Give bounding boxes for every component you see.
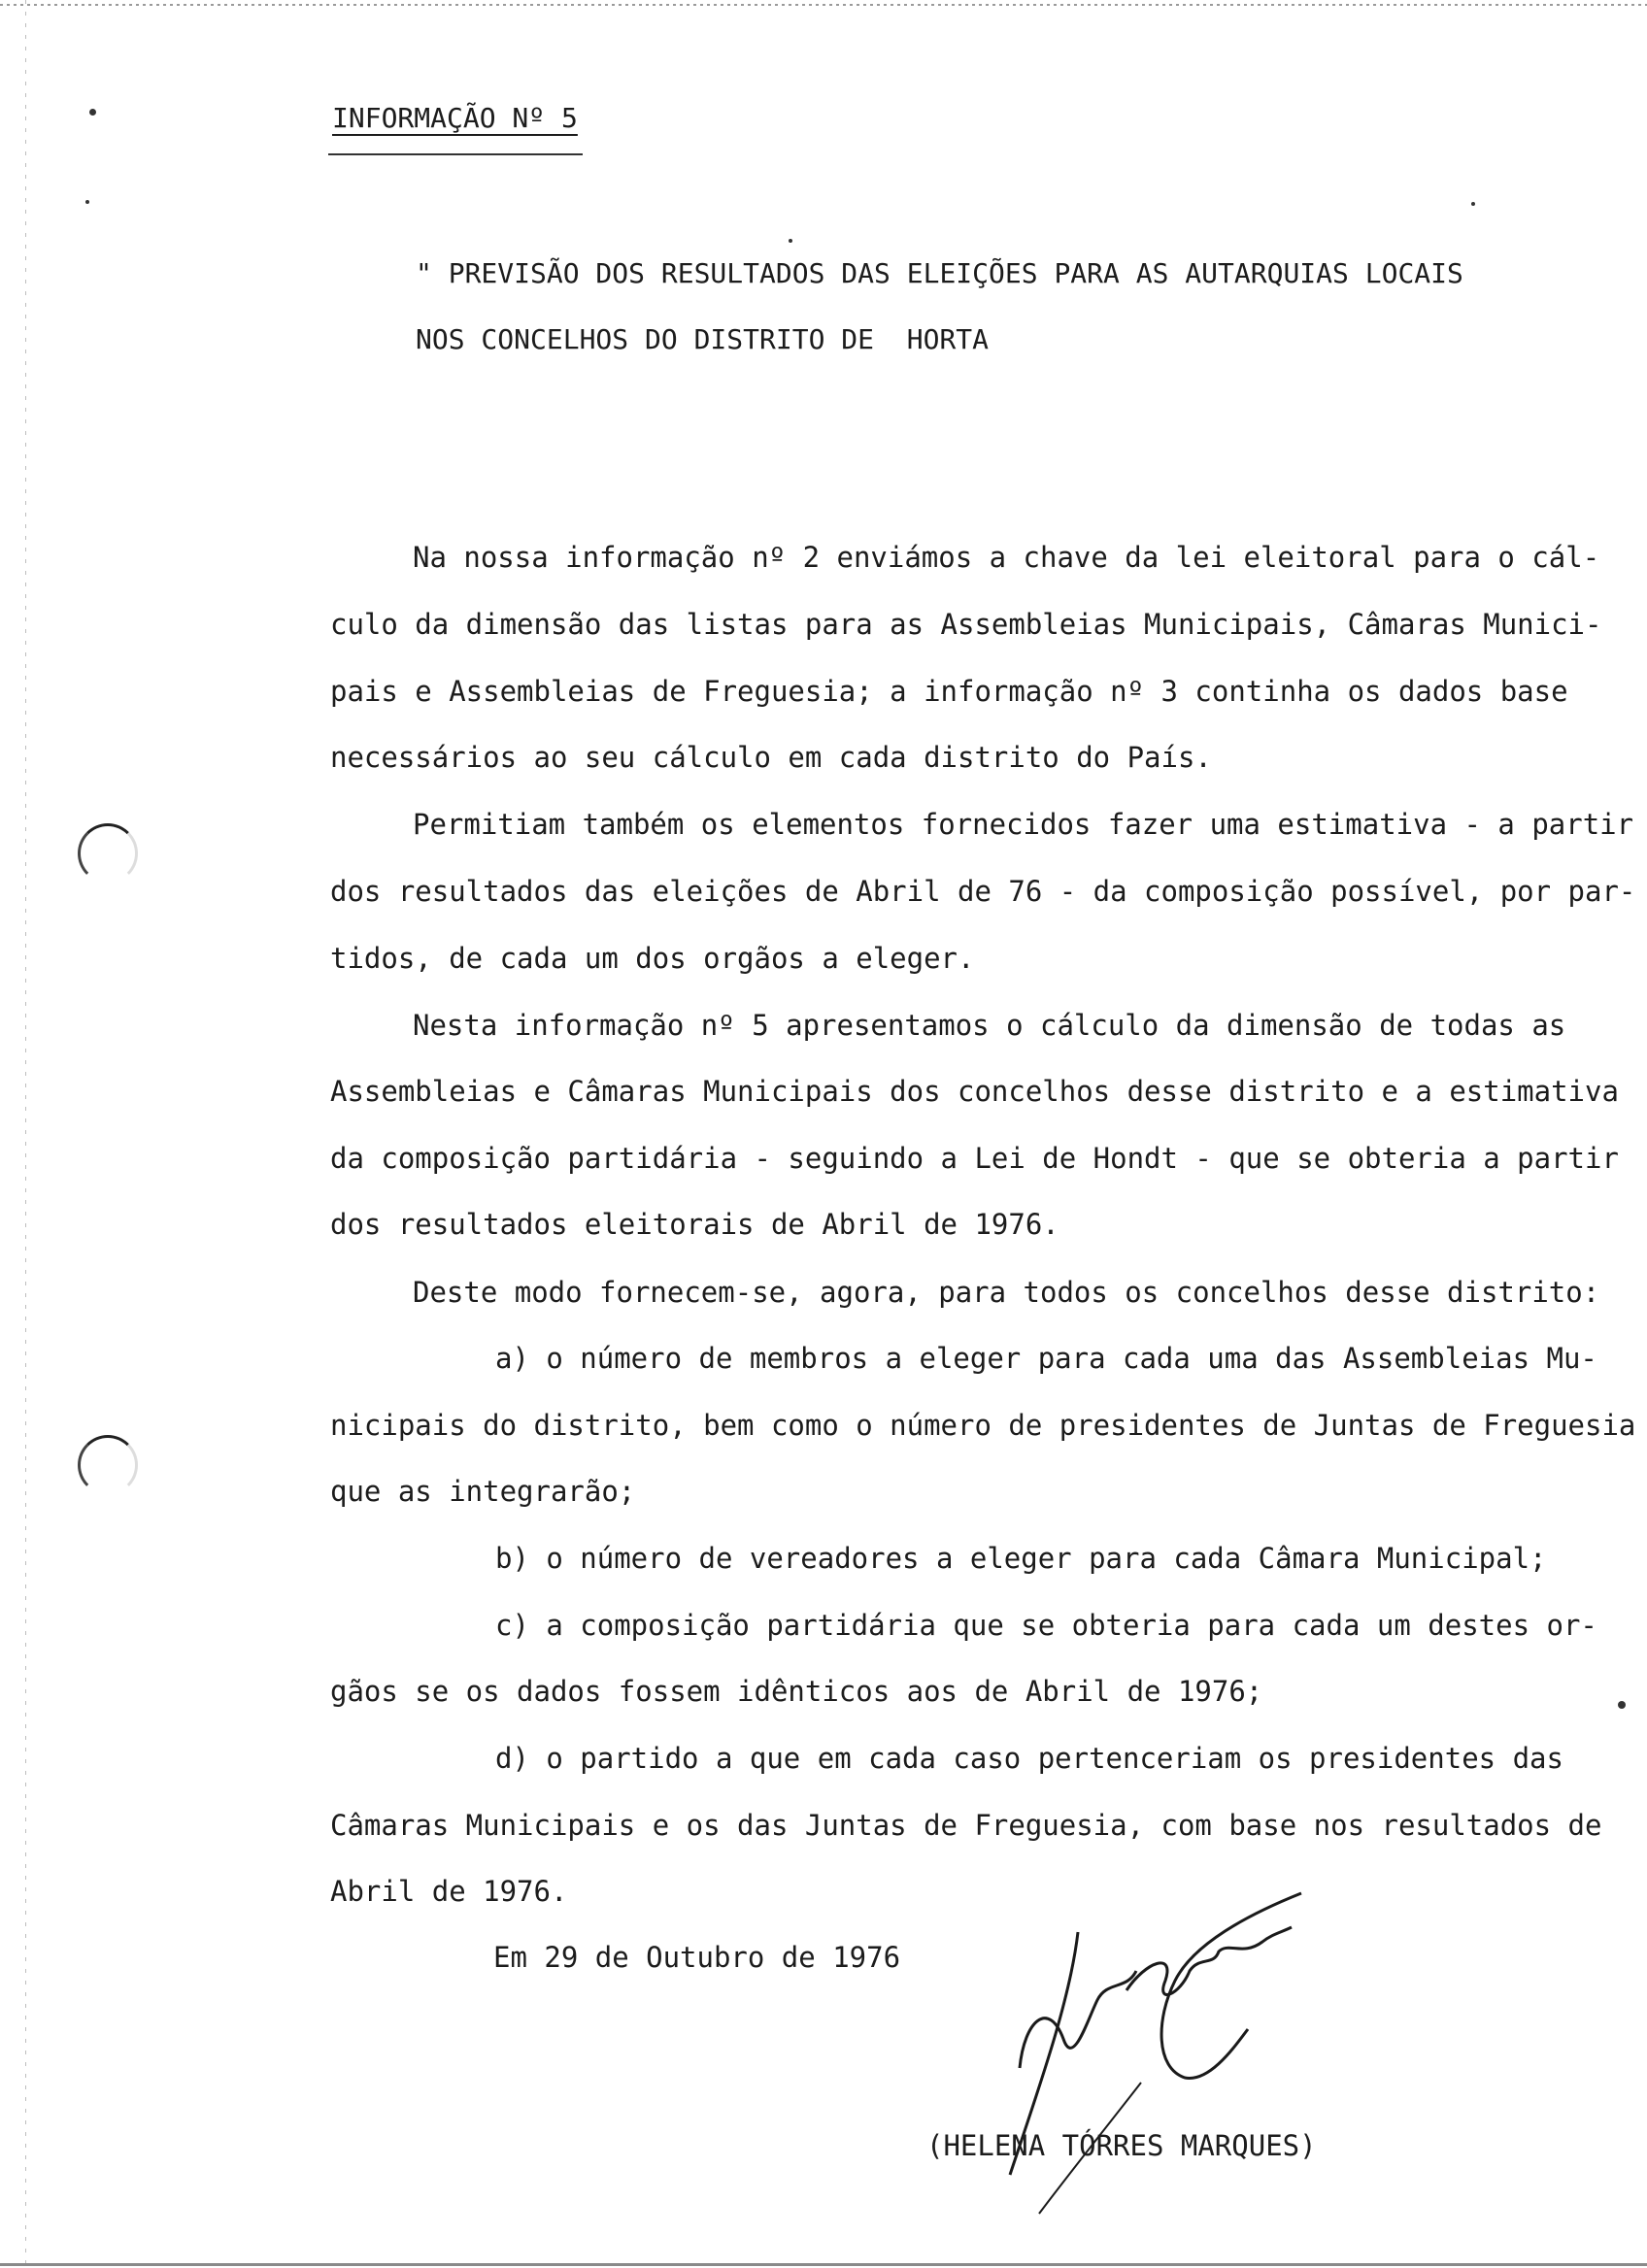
item-a-line-3: que as integrarão;	[330, 1475, 636, 1508]
item-a-line-2: nicipais do distrito, bem como o número de presidentes de Juntas de Freguesia	[330, 1409, 1636, 1442]
document-date: Em 29 de Outubro de 1976	[493, 1941, 901, 1974]
item-c-line-1: c) a composição partidária que se obteria para cada um destes or-	[495, 1609, 1597, 1642]
punch-hole-icon	[78, 823, 138, 884]
paragraph-1-line-1: Na nossa informação nº 2 enviámos a chave da lei eleitoral para o cál-	[413, 541, 1600, 574]
speck	[89, 109, 96, 116]
scan-top-edge	[0, 4, 1647, 6]
signature-icon	[981, 1874, 1330, 2223]
item-d-line-1: d) o partido a que em cada caso pertenceriam os presidentes das	[495, 1742, 1563, 1775]
scan-bottom-edge	[0, 2263, 1647, 2266]
paragraph-2-line-3: tidos, de cada um dos orgãos a eleger.	[330, 942, 975, 975]
speck	[85, 200, 89, 204]
paragraph-2-line-1: Permitiam também os elementos fornecidos fazer uma estimativa - a partir	[413, 808, 1634, 841]
paragraph-1-line-4: necessários ao seu cálculo em cada distrito do País.	[330, 741, 1212, 774]
subject-line-2: NOS CONCELHOS DO DISTRITO DE HORTA	[416, 323, 990, 355]
signatory-name: (HELENA TÓRRES MARQUES)	[926, 2129, 1317, 2162]
speck	[1618, 1701, 1626, 1709]
punch-hole-icon	[78, 1435, 138, 1495]
paragraph-3-line-3: da composição partidária - seguindo a Lei de Hondt - que se obteria a partir	[330, 1142, 1619, 1175]
speck	[789, 239, 792, 243]
subject-line-1: " PREVISÃO DOS RESULTADOS DAS ELEIÇÕES PARA AS AUTARQUIAS LOCAIS	[416, 257, 1463, 289]
paragraph-4-line-1: Deste modo fornecem-se, agora, para todos os concelhos desse distrito:	[413, 1276, 1600, 1309]
speck	[1471, 202, 1475, 206]
paragraph-3-line-2: Assembleias e Câmaras Municipais dos concelhos desse distrito e a estimativa	[330, 1075, 1619, 1108]
paragraph-2-line-2: dos resultados das eleições de Abril de 76 - da composição possível, por par-	[330, 875, 1636, 908]
document-title: INFORMAÇÃO Nº 5	[332, 102, 578, 134]
paragraph-3-line-1: Nesta informação nº 5 apresentamos o cálculo da dimensão de todas as	[413, 1009, 1566, 1042]
title-underline	[328, 153, 583, 155]
paragraph-1-line-3: pais e Assembleias de Freguesia; a informação nº 3 continha os dados base	[330, 675, 1568, 708]
item-c-line-2: gãos se os dados fossem idênticos aos de Abril de 1976;	[330, 1675, 1263, 1708]
scan-left-edge	[25, 0, 26, 2268]
paragraph-3-line-4: dos resultados eleitorais de Abril de 1976.	[330, 1208, 1059, 1241]
item-b-line-1: b) o número de vereadores a eleger para cada Câmara Municipal;	[495, 1542, 1547, 1575]
item-d-line-2: Câmaras Municipais e os das Juntas de Freguesia, com base nos resultados de	[330, 1809, 1602, 1842]
item-d-line-3: Abril de 1976.	[330, 1875, 568, 1908]
item-a-line-1: a) o número de membros a eleger para cada uma das Assembleias Mu-	[495, 1342, 1597, 1375]
paragraph-1-line-2: culo da dimensão das listas para as Assembleias Municipais, Câmaras Munici-	[330, 608, 1602, 641]
